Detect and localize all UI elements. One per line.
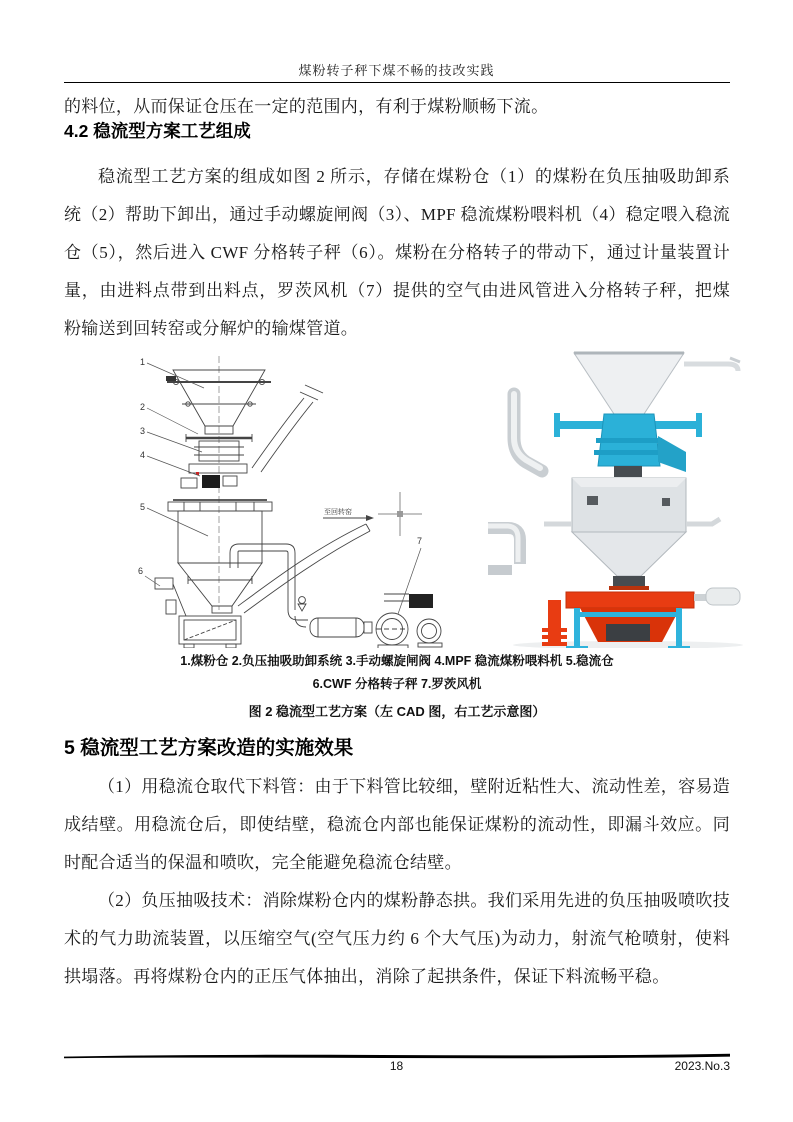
cad-annotation-to-kiln bbox=[323, 507, 374, 521]
footer-rule bbox=[64, 1048, 730, 1057]
callout-2: 2 bbox=[140, 402, 146, 412]
render-stabilizing-bin bbox=[544, 478, 720, 590]
figure-caption: 图 2 稳流型工艺方案（左 CAD 图，右工艺示意图） bbox=[248, 704, 546, 719]
process-render bbox=[488, 353, 743, 648]
crosshair-icon bbox=[378, 492, 422, 536]
section-4-2-paragraph: 稳流型工艺方案的组成如图 2 所示，存储在煤粉仓（1）的煤粉在负压抽吸助卸系统（2）帮助下卸出，通过手动螺旋闸阀（3）、MPF 稳流煤粉喂料机（4）稳定喂入稳流仓（5），然后进入 CWF 分格转子秤（6）。煤粉在分格转子的带动下，通过计量装置计量，由进料点带到出料点，罗茨风机（7）提供的空气由进风管进入分格转子秤，把煤粉输送到回转窑或分解炉的输煤管道。 bbox=[64, 167, 730, 338]
render-mpf-feeder bbox=[554, 413, 702, 477]
running-header-title: 煤粉转子秤下煤不畅的技改实践 bbox=[298, 63, 495, 78]
figure-legend-line1: 1.煤粉仓 2.负压抽吸助卸系统 3.手动螺旋闸阀 4.MPF 稳流煤粉喂料机 5.稳流仓 bbox=[180, 654, 614, 668]
cad-blower-grille bbox=[409, 594, 433, 608]
section-4-2-heading: 4.2 稳流型方案工艺组成 bbox=[64, 121, 251, 141]
section-5-heading: 5 稳流型工艺方案改造的实施效果 bbox=[64, 737, 354, 759]
callout-4: 4 bbox=[140, 450, 146, 460]
render-coal-funnel bbox=[574, 353, 740, 414]
section-5-paragraph-2: （2）负压抽吸技术：消除煤粉仓内的煤粉静态拱。我们采用先进的负压抽吸喷吹技术的气力助流装置，以压缩空气(空气压力约 6 个大气压)为动力，射流气枪喷射，使料拱塌落。再将煤粉仓内的正压气体抽出，消除了起拱条件，保证下料流畅平稳。 bbox=[64, 891, 730, 986]
figure-2-image bbox=[126, 348, 744, 648]
issue-number: 2023.No.3 bbox=[674, 1059, 730, 1073]
callout-6: 6 bbox=[138, 566, 144, 576]
cad-drawing bbox=[155, 356, 448, 648]
figure-legend-line2: 6.CWF 分格转子秤 7.罗茨风机 bbox=[312, 677, 482, 691]
cad-gauge-box bbox=[155, 578, 173, 589]
annotation-label: 至回转窑 bbox=[324, 509, 352, 516]
page-number: 18 bbox=[389, 1059, 404, 1073]
callout-7: 7 bbox=[417, 536, 423, 546]
intro-line: 的料位，从而保证仓压在一定的范围内，有利于煤粉顺畅下流。 bbox=[64, 97, 549, 116]
header-rule bbox=[64, 82, 730, 83]
figure-2 bbox=[126, 348, 744, 648]
callout-1: 1 bbox=[140, 357, 146, 367]
section-5-paragraph-1: （1）用稳流仓取代下料管：由于下料管比较细，壁附近粘性大、流动性差，容易造成结壁。用稳流仓后，即使结壁，稳流仓内部也能保证煤粉的流动性，即漏斗效应。同时配合适当的保温和喷吹，完全能避免稳流仓结壁。 bbox=[64, 777, 730, 872]
callout-3: 3 bbox=[140, 426, 146, 436]
callout-5: 5 bbox=[140, 502, 146, 512]
